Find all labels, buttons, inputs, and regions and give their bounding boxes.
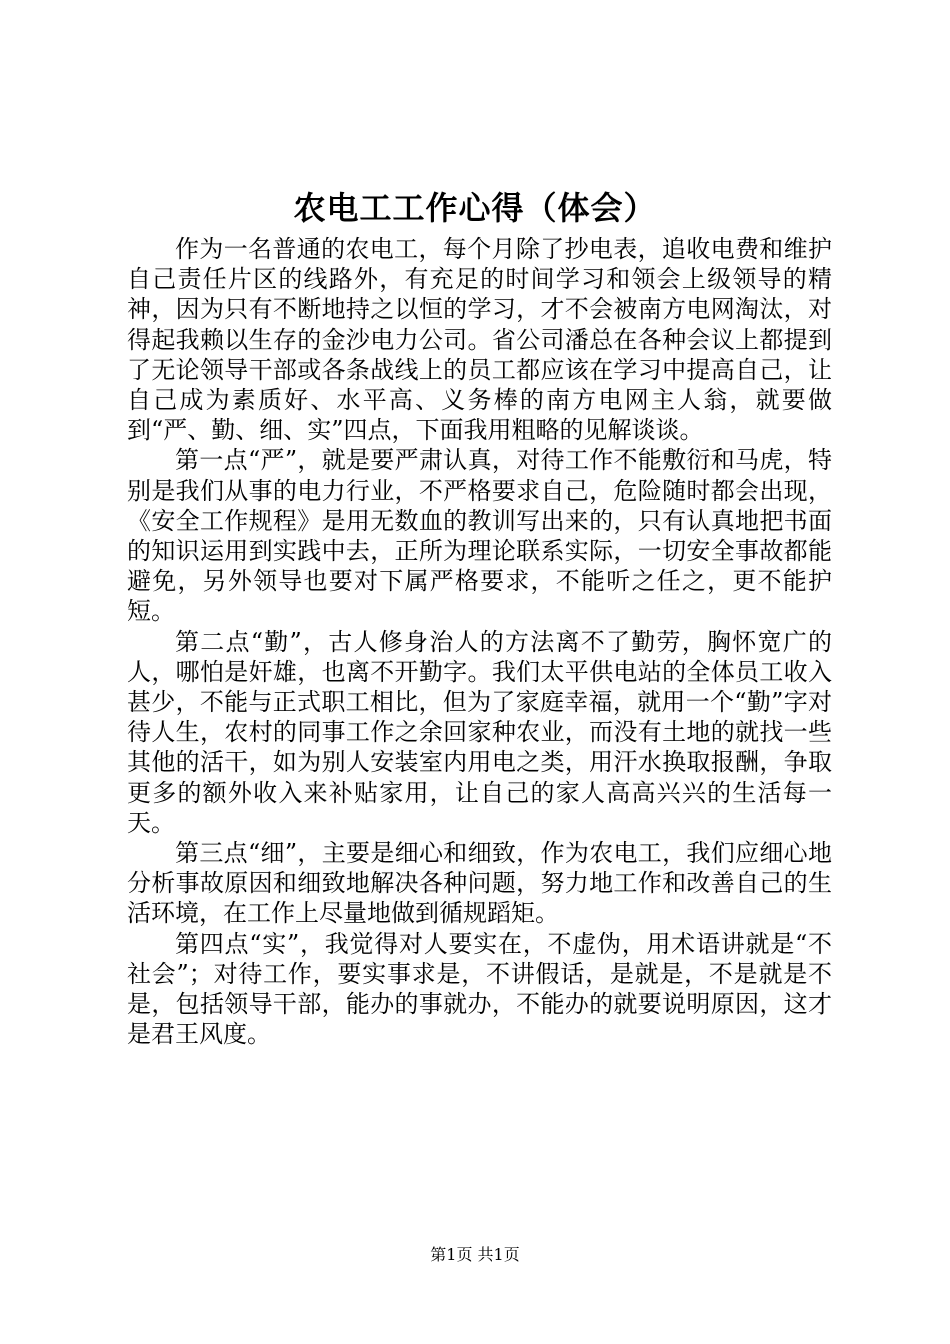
- page-footer: 第1页 共1页: [430, 1245, 520, 1264]
- paragraph-careful: 第三点“细”，主要是细心和细致，作为农电工，我们应细心地分析事故原因和细致地解决各种问题，努力地工作和改善自己的生活环境，在工作上尽量地做到循规蹈矩。: [127, 839, 832, 928]
- paragraph-diligent: 第二点“勤”，古人修身治人的方法离不了勤劳，胸怀宽广的人，哪怕是奸雄，也离不开勤字。我们太平供电站的全体员工收入甚少，不能与正式职工相比，但为了家庭幸福，就用一个“勤”字对待人生，农村的同事工作之余回家种农业，而没有土地的就找一些其他的活干，如为别人安装室内用电之类，用汗水换取报酬，争取更多的额外收入来补贴家用，让自己的家人高高兴兴的生活每一天。: [127, 627, 832, 837]
- paragraph-intro: 作为一名普通的农电工，每个月除了抄电表，追收电费和维护自己责任片区的线路外，有充足的时间学习和领会上级领导的精神，因为只有不断地持之以恒的学习，才不会被南方电网淘汰，对得起我赖以生存的金沙电力公司。省公司潘总在各种会议上都提到了无论领导干部或各条战线上的员工都应该在学习中提高自己，让自己成为素质好、水平高、义务棒的南方电网主人翁，就要做到“严、勤、细、实”四点，下面我用粗略的见解谈谈。: [127, 235, 832, 445]
- document-body: [127, 234, 832, 1049]
- document-title: 农电工工作心得（体会）: [293, 189, 657, 227]
- paragraph-strict: 第一点“严”，就是要严肃认真，对待工作不能敷衍和马虎，特别是我们从事的电力行业，不严格要求自己，危险随时都会出现，《安全工作规程》是用无数血的教训写出来的，只有认真地把书面的知识运用到实践中去，正所为理论联系实际，一切安全事故都能避免，另外领导也要对下属严格要求，不能听之任之，更不能护短。: [127, 446, 832, 626]
- paragraph-practical: 第四点“实”，我觉得对人要实在，不虚伪，用术语讲就是“不社会”；对待工作，要实事求是，不讲假话，是就是，不是就是不是，包括领导干部，能办的事就办，不能办的就要说明原因，这才是君王风度。: [127, 929, 832, 1049]
